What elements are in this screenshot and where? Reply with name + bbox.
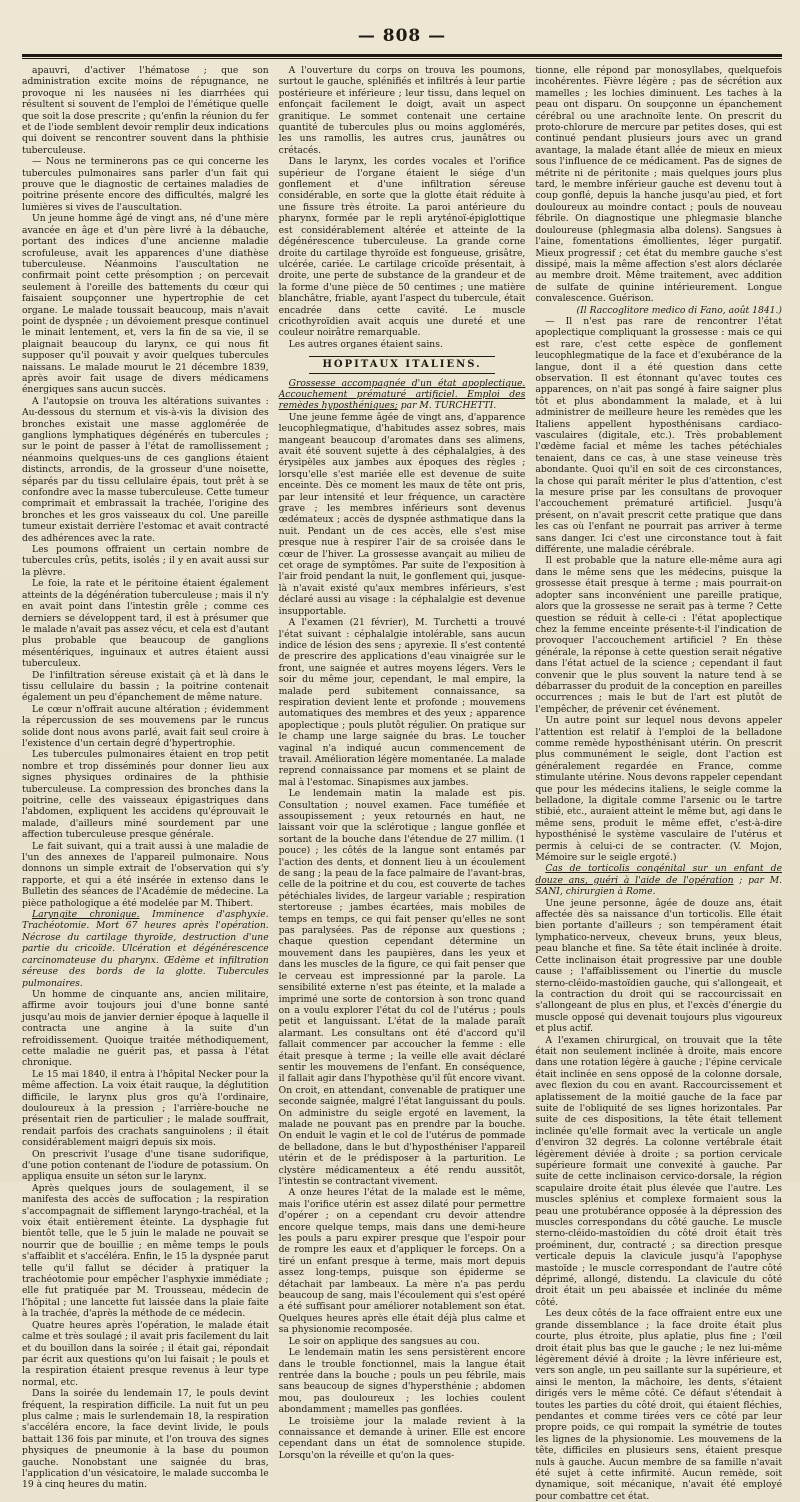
case-title-lead: Cas de torticolis congénital sur un enfant de douze ans, guéri à l'aide de l'opération — [535, 863, 783, 886]
column-right — [535, 65, 783, 1502]
paragraph: Quatre heures après l'opération, le malade était calme et très soulagé ; il avait pris facilement du lait et du bouillon dans la soirée ; il était gai, répondait par écrit aux questions qu'on lui faisait ; le pouls et la respiration étaient presque revenus à leur type normal, etc. — [22, 1319, 269, 1388]
paragraph: Les poumons offraient un certain nombre de tubercules crûs, petits, isolés ; il y en avait aussi sur la plèvre. — [22, 544, 269, 578]
case-title — [279, 378, 526, 412]
paragraph: Dans le larynx, les cordes vocales et l'orifice supérieur de l'organe étaient le siége d'un gonflement et d'une infiltration séreuse considérable, en sorte que la glotte était réduite à une fissure très étroite. La paroi antérieure du pharynx, formée par le repli aryténoï-épiglottique est considérablement altérée et atteinte de la dégénérescence tuberculeuse. La grande corne droite du cartilage thyroïde est fongueuse, grisâtre, ulcérée, cariée. Le cartilage cricoïde présentait, à droite, une perte de substance de la grandeur et de la forme d'une pièce de 50 centimes ; une matière blanchâtre, friable, ayant l'aspect du tubercule, était encadrée dans cette cavité. Le muscle cricothyroïdien avait acquis une dureté et une couleur noirâtre remarquable. — [278, 156, 526, 339]
paragraph: Il est probable que la nature elle-même aura agi dans le même sens que les médecins, puisque la grossesse était presque à terme ; mais pourrait-on adopter sans inconvénient une pareille pratique, alors que la grossesse ne serait pas à terme ? Cette question se réduit à celle-ci : l'état apoplectique chez la femme enceinte présente-t-il l'indication de provoquer l'accouchement artificiel ? En thèse générale, la réponse à cette question serait négative dans l'état actuel de la science ; cependant il faut convenir que le plus souvent la nature tend à se débarrasser du produit de la conception en pareilles occurrences ; mais le but de l'art est plutôt de l'empêcher, de prévenir cet événement. — [535, 555, 783, 715]
case-title-rest: par M. TURCHETTI. — [397, 400, 497, 412]
paragraph: De l'infiltration séreuse existait çà et là dans le tissu cellulaire du bassin ; la poitrine contenait également un peu d'épanchement de même nature. — [22, 669, 269, 704]
case-title — [22, 909, 269, 989]
page-number: — 808 — — [357, 26, 447, 46]
case-title-rest: ; par M. SANI, chirurgien à Rome. — [535, 874, 783, 898]
column-middle — [278, 65, 526, 1461]
column-left — [22, 65, 269, 1491]
paragraph: A l'ouverture du corps on trouva les poumons, surtout le gauche, splénifiés et infiltrés à leur partie postérieure et inférieure ; leur tissu, dans lequel on enfonçait facilement le doigt, avait un aspect granitique. Le sommet contenait une certaine quantité de tubercules plus ou moins agglomérés, les uns ramollis, les autres crus, jaunâtres ou crétacés. — [278, 65, 526, 156]
paragraph: A onze heures l'état de la malade est le même, mais l'orifice utérin est assez dilaté pour permettre d'opérer ; on a cependant cru devoir attendre encore quelque temps, mais dans une demi-heure les pouls a paru expirer presque que l'espoir pour de rompre les eaux et d'appliquer le forceps. On a tiré un enfant presque à terme, mais mort depuis assez long-temps, puisque son épiderme se détachait par lambeaux. La mère n'a pas perdu beaucoup de sang, mais l'écoulement qui s'est opéré a été suffisant pour améliorer notablement son état. Quelques heures après elle était déjà plus calme et sa physionomie recomposée. — [278, 1187, 526, 1336]
paragraph: Le cœur n'offrait aucune altération ; évidemment la répercussion de ses mouvemens par le runcus solide dont nous avons parlé, avait fait seul croire à l'existence d'un certain degré d'hypertrophie. — [22, 703, 269, 749]
paragraph: Un autre point sur lequel nous devons appeler l'attention est relatif à l'emploi de la belladone comme remède hyposthénisant utérin. On prescrit plus communément le seigle, dont l'action est généralement regardée en France, comme stimulante utérine. Nous devons rappeler cependant que pour les médecins italiens, le seigle comme la belladone, la digitale comme l'arsenic ou le tartre stibié, etc., auraient atteint le même but, agi dans le même sens, produit le même effet, c'est-à-dire hyposthénisé le système vasculaire de l'utérus et permis à celui-ci de se contracter. (V. Mojon, Mémoire sur le seigle ergoté.) — [535, 715, 783, 864]
paragraph: Le troisième jour la malade revient à la connaissance et demande à uriner. Elle est encore cependant dans un état de somnolence stupide. Lorsqu'on la réveille et qu'on la ques- — [278, 1415, 526, 1461]
paragraph: Le foie, la rate et le péritoine étaient également atteints de la dégénération tuberculeuse ; mais il n'y en avait point dans l'intestin grêle ; comme ces derniers se développent tard, il est à présumer que le malade n'avait pas assez vécu, et cela est d'autant plus probable que beaucoup de ganglions mésentériques, inguinaux et autres étaient aussi tuberculeux. — [22, 578, 269, 670]
paragraph: apauvri, d'activer l'hématose ; que son administration excite moins de répugnance, ne provoque ni les nausées ni les diarrhées qui résultent si souvent de l'emploi de l'émétique quelle que soit la dose prescrite ; qu'enfin la réunion du fer et de l'iode semblent devoir remplir deux indications qui doivent se rencontrer souvent dans la phthisie tuberculeuse. — [22, 65, 269, 156]
paragraph: A l'autopsie on trouva les altérations suivantes : Au-dessous du sternum et vis-à-vis la division des bronches existait une masse agglomérée de ganglions lymphatiques dégénérés en tubercules ; sur le point de passer à l'état de ramollissement ; néanmoins quelques-uns de ces ganglions étaient distincts, arrondis, de la grosseur d'une noisette, séparés par du tissu cellulaire épais, tout prêt à se confondre avec la masse tuberculeuse. Cette tumeur comprimait et embrassait la trachée, l'origine des bronches et les gros vaisseaux du col. Une pareille tumeur existait derrière l'estomac et avait contracté des adhérences avec la rate. — [22, 395, 269, 544]
paragraph: tionne, elle répond par monosyllabes, quelquefois incohérentes. Fièvre légère ; pas de sécrétion aux mamelles ; les lochies diminuent. Les taches à la peau ont disparu. On soupçonne un épanchement cérébral ou une arachnoïte lente. On prescrit du proto-chlorure de mercure par petites doses, qui est continué pendant plusieurs jours avec un grand avantage, la malade étant allée de mieux en mieux sous l'influence de ce médicament. Pas de signes de métrite ni de péritonite ; mais quelques jours plus tard, le membre inférieur gauche est devenu tout à coup gonflé, depuis la hanche jusqu'au pied, et fort douloureux au moindre contact ; pouls de nouveau fébrile. On diagnostique une phlegmasie blanche douloureuse (phlegmasia alba dolens). Sangsues à l'aine, fomentations émollientes, léger purgatif. Mieux progressif ; cet état du membre gauche s'est dissipé, mais la même affection s'est alors déclarée au membre droit. Même traitement, avec addition de sulfate de quinine intérieurement. Longue convalescence. Guérison. — [535, 65, 783, 305]
text-columns — [22, 65, 783, 1502]
paragraph: Dans la soirée du lendemain 17, le pouls devint fréquent, la respiration difficile. La nuit fut un peu plus calme ; mais le surlendemain 18, la respiration s'accéléra encore, la face devint livide, le pouls battait 136 fois par minute, et l'on trouva des signes physiques de pneumonie à la base du poumon gauche. Nonobstant une saignée du bras, l'application d'un vésicatoire, le malade succomba le 19 à cinq heures du matin. — [22, 1388, 269, 1491]
header-rule-thin — [22, 58, 782, 59]
section-heading-text: HOPITAUX ITALIENS. — [322, 359, 482, 371]
section-heading — [279, 356, 526, 373]
paragraph: — Nous ne terminerons pas ce qui concerne les tubercules pulmonaires sans parler d'un fait qui prouve que le diagnostic de certaines maladies de poitrine présente encore des difficultés, malgré les lumières si vives de l'auscultation. — [22, 156, 269, 213]
paragraph: Les deux côtés de la face offraient entre eux une grande dissemblance ; la face droite était plus courte, plus étroite, plus aplatie, plus fine ; l'œil droit était plus bas que le gauche ; le nez lui-même légèrement dévié à droite ; la lèvre inférieure est, vers son angle, un peu saillante sur la supérieure, et ainsi le menton, la mâchoire, les dents, s'étaient dirigés vers le même côté. Ce défaut s'étendait à toutes les parties du côté droit, qui étaient fléchies, pendantes et comme tirées vers ce côté par leur propre poids, ce qui rompait la symétrie de toutes les lignes de la physionomie. Les mouvemens de la tête, difficiles en plusieurs sens, étaient presque nuls à gauche. Aucun membre de sa famille n'avait été sujet à cette infirmité. Aucun remède, soit dynamique, soit mécanique, n'avait été employé pour combattre cet état. — [535, 1308, 783, 1502]
paragraph: A l'examen (21 février), M. Turchetti a trouvé l'état suivant : céphalalgie intolérable, sans aucun indice de lésion des sens ; apyrexie. Il s'est contenté de prescrire des applications d'eau vinaigrée sur le front, une saignée et autres moyens légers. Vers le soir du même jour, cependant, le mal empire, la malade perd subitement connaissance, sa respiration devient lente et profonde ; mouvemens automatiques des membres et des yeux ; apparence apoplectique ; pouls plutôt régulier. On pratique sur le champ une large saignée du bras. Le toucher vaginal n'a indiqué aucun commencement de travail. Amélioration légère momentanée. La malade reprend connaissance par momens et se plaint de mal à l'estomac. Sinapismes aux jambes. — [278, 617, 526, 788]
paragraph: On prescrivit l'usage d'une tisane sudorifique, d'une potion contenant de l'iodure de potassium. On appliqua ensuite un séton sur le larynx. — [22, 1148, 269, 1183]
case-title — [535, 863, 782, 897]
paragraph: Un homme de cinquante ans, ancien militaire, affirme avoir toujours joui d'une bonne santé jusqu'au mois de janvier dernier époque à laquelle il contracta une angine à la suite d'un refroidissement. Quoique traitée méthodiquement, cette maladie ne guérit pas, et passa à l'état chronique. — [22, 988, 269, 1069]
paragraph: Le soir on applique des sangsues au cou. — [288, 1335, 480, 1347]
header-rule — [22, 54, 782, 57]
paragraph: Le fait suivant, qui a trait aussi à une maladie de l'un des annexes de l'appareil pulmonaire. Nous donnons un simple extrait de l'observation qui s'y rapporte, et qui a été insérée in extenso dans le Bulletin des séances de l'Académie de médecine. La pièce pathologique a été modelée par M. Thibert. — [22, 840, 269, 909]
paragraph: Une jeune personne, âgée de douze ans, était affectée dès sa naissance d'un torticolis. Elle était bien portante d'ailleurs ; son tempérament était lymphatico-nerveux, cheveux bruns, yeux bleus, peau blanche et fine. Sa tête était inclinée à droite. Cette inclinaison était progressive par une double cause ; l'affaiblissement ou l'inertie du muscle sterno-cléido-mastoïdien gauche, qui s'allongeait, et la contraction du droit qui se raccourcissait en s'allongeant de plus en plus, et l'excès d'énergie du muscle opposé qui devenait toujours plus vigoureux et plus actif. — [535, 897, 783, 1035]
paragraph: A l'examen chirurgical, on trouvait que la tête était non seulement inclinée à droite, mais encore dans une rotation légère à gauche ; l'épine cervicale était inclinée en sens opposé de la colonne dorsale, avec flexion du cou en avant. Raccourcissement et aplatissement de la moitié gauche de la face par suite de l'obliquité de ses lignes horizontales. Par suite de ces dispositions, la tête était tellement inclinée qu'elle formait avec la verticale un angle d'environ 32 degrés. La colonne vertébrale était légèrement déviée à droite ; sa portion cervicale supérieure formait une convexité à gauche. Par suite de cette inclinaison cervico-dorsale, la région scapulaire droite était plus élevée que l'autre. Les muscles splénius et complexe formaient sous la peau une protubérance opposée à la dépression des muscles correspondans du côté gauche. Le muscle sterno-cléido-mastoïdien du côté droit était très proéminent, dur, contracté ; sa direction presque verticale depuis la clavicule jusqu'à l'apophyse mastoïde ; le muscle correspondant de l'autre côté déprimé, allongé, distendu. La clavicule du côté droit était un peu abaissée et inclinée du même côté. — [535, 1034, 783, 1308]
paragraph: Un jeune homme âgé de vingt ans, né d'une mère avancée en âge et d'un père livré à la débauche, portant des indices d'une ancienne maladie scrofuleuse, avait les apparences d'une diathèse tuberculeuse. Néanmoins l'auscultation ne confirmait point cette présomption ; on percevait seulement à l'oreille des battements du cœur qui faisaient soupçonner une hypertrophie de cet organe. Le malade toussait beaucoup, mais n'avait point de dyspnée ; un dévoiement presque continuel le minait lentement, et, vers la fin de sa vie, il se plaignait beaucoup du larynx, ce qui nous fit supposer qu'il pouvait y avoir quelques tubercules naissans. Le malade mourut le 21 décembre 1839, après avoir fait usage de divers médicamens énergiques sans aucun succès. — [22, 213, 269, 396]
paragraph: — Il n'est pas rare de rencontrer l'état apoplectique compliquant la grossesse : mais ce qui est rare, c'est cette espèce de gonflement leucophlegmatique de la face et d'exubérance de la langue, dont il a été question dans cette observation. Il est étonnant qu'avec toutes ces apparences, on n'ait pas songé à faire saigner plus tôt et plus abondamment la malade, et à lui administrer de meilleure heure les remèdes que les Italiens appellent hyposthénisans cardiaco-vasculaires (digitale, etc.). Très probablement l'œdème facial et même les taches pétéchiales tenaient, dans ce cas, à une stase veineuse très abondante. Quoi qu'il en soit de ces circonstances, la chose qui paraît mériter le plus d'attention, c'est la mesure prise par les consultans de provoquer l'accouchement prématuré artificiel. Jusqu'à présent, on n'avait prescrit cette pratique que dans les cas où l'enfant ne pourrait pas arriver à terme sans danger. Ici c'est une circonstance tout à fait différente, une maladie cérébrale. — [535, 315, 783, 556]
case-title-rest: Imminence d'asphyxie. Trachéotomie. Mort 67 heures après l'opération. Nécrose du cartilage thyroïde, destruction d'une partie du cricoïde. Ulcération et dégénérescence carcinomateuse du pharynx. Œdème et infiltration séreuse des bords de la glotte. Tubercules pulmonaires. — [22, 909, 269, 989]
paragraph: Les tubercules pulmonaires étaient en trop petit nombre et trop disséminés pour donner lieu aux signes physiques ordinaires de la phthisie tuberculeuse. La compression des bronches dans la poitrine, celle des vaisseaux épigastriques dans l'abdomen, expliquent les accidens qu'éprouvait le malade, d'ailleurs miné sourdement par une affection tuberculeuse presque générale. — [22, 749, 269, 841]
paragraph: Le 15 mai 1840, il entra à l'hôpital Necker pour la même affection. La voix était rauque, la déglutition difficile, le larynx plus gros qu'à l'ordinaire, douloureux à la pression ; l'arrière-bouche ne présentait rien de particulier ; le malade souffrait, rendait parfois des crachats sanguinolens ; il était considérablement maigri depuis six mois. — [22, 1068, 269, 1149]
source-reference: (Il Raccoglitore medico di Fano, août 1841.) — [576, 304, 783, 316]
paragraph: Le lendemain matin la malade est pis. Consultation ; nouvel examen. Face tuméfiée et assoupissement ; yeux retournés en haut, ne laissant voir que la sclérotique ; langue gonflée et sortant de la bouche dans l'étendue de 27 millim. (1 pouce) ; les côtés de la langue sont entamés par l'action des dents, et donnent lieu à un écoulement de sang ; la peau de la face palmaire de l'avant-bras, celle de la poitrine et du cou, est couverte de taches pétéchiales livides, de largeur variable ; respiration stertoreuse ; jambes écartées, mais mobiles de temps en temps, ce qui fait penser qu'elles ne sont pas paralysées. Pas de réponse aux questions ; chaque question cependant détermine un mouvement dans les paupières, dans les yeux et dans les muscles de la figure, ce qui fait penser que le cerveau est impressionné par la parole. La sensibilité externe n'est pas éteinte, et la malade a imprimé une sorte de contorsion à son tronc quand on a voulu explorer l'état du col de l'utérus ; pouls petit et languissant. L'état de la malade paraît alarmant. Les consultans ont été d'accord qu'il fallait commencer par accoucher la femme : elle était presque à terme ; la veille elle avait déclaré sentir les mouvemens de l'enfant. En conséquence, il fallait agir dans l'hypothèse qu'il fût encore vivant. On croit, en attendant, convenable de pratiquer une seconde saignée, malgré l'état languissant du pouls. On administre du seigle ergoté en lavement, la malade ne pouvant pas en prendre par la bouche. On enduit le vagin et le col de l'utérus de pommade de belladone, dans le but d'hyposthéniser l'appareil utérin et de le prédisposer à la parturition. Le clystère médicamenteux a été rendu aussitôt, l'intestin se contractant vivement. — [278, 788, 526, 1187]
case-title-lead: Grossesse accompagnée d'un état apoplectique. Accouchement prématuré artificiel. Emploi des remèdes hyposthéniques; — [278, 377, 526, 412]
case-title-lead: Laryngite chronique. — [32, 909, 140, 921]
paragraph: Les autres organes étaient sains. — [288, 338, 443, 350]
paragraph: Le lendemain matin les sens persistèrent encore dans le trouble fonctionnel, mais la langue était rentrée dans la bouche ; pouls un peu fébrile, mais sans beaucoup de signes d'hypersthénie ; abdomen mou, pas douloureux ; les lochies coulent abondamment ; mamelles pas gonflées. — [278, 1347, 526, 1416]
paragraph: Une jeune femme âgée de vingt ans, d'apparence leucophlegmatique, d'habitudes assez sobres, mais mangeant beaucoup d'aromates dans ses alimens, avait été souvent sujette à des céphalalgies, à des érysipèles aux jambes aux époques des règles ; lorsqu'elle s'est mariée elle est devenue de suite enceinte. Dès ce moment les maux de tête ont pris, par leur intensité et leur fréquence, un caractère grave ; les membres inférieurs sont devenus œdémateux ; accès de dyspnée asthmatique dans la nuit. Pendant un de ces accès, elle s'est mise presque nue à respirer l'air de sa croisée dans le cœur de l'hiver. La grossesse avançait au milieu de cet orage de symptômes. Par suite de l'exposition à l'air froid pendant la nuit, le gonflement qui, jusque-là n'avait existé qu'aux membres inférieurs, s'est déclaré aussi au visage : la céphalalgie est devenue insupportable. — [278, 411, 526, 617]
paragraph: Après quelques jours de soulagement, il se manifesta des accès de suffocation ; la respiration s'accompagnait de sifflement laryngo-trachéal, et la voix était entièrement éteinte. La dysphagie fut bientôt telle, que le 5 juin le malade ne pouvait se nourrir que de bouillie ; en même temps le pouls s'affaiblit et s'accéléra. Enfin, le 15 la dyspnée parut telle qu'il fallut se décider à pratiquer la trachéotomie pour empêcher l'asphyxie immédiate ; elle fut pratiquée par M. Trousseau, médecin de l'hôpital ; une lancette fut laissée dans la plaie faite à la trachée, d'après la méthode de ce médecin. — [22, 1182, 269, 1320]
